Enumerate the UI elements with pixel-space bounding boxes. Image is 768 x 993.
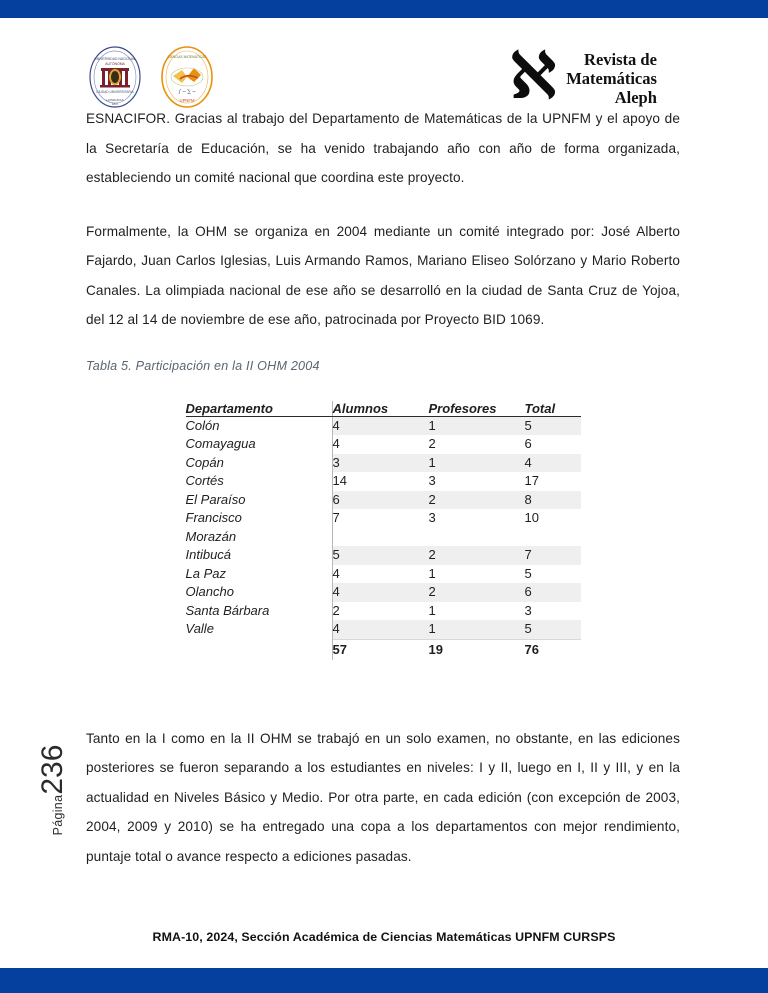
cell-profesores: 1 bbox=[428, 602, 436, 618]
page-number-word: Página bbox=[51, 794, 65, 836]
cell-departamento: Olancho bbox=[186, 583, 333, 602]
column-header-alumnos: Alumnos bbox=[332, 401, 429, 417]
cell-total: 10 bbox=[524, 510, 539, 525]
table-foot bbox=[186, 639, 581, 660]
cell-departamento: La Paz bbox=[186, 565, 333, 584]
cell-alumnos: 6 bbox=[332, 491, 429, 510]
journal-title-line2: Matemáticas bbox=[566, 68, 657, 88]
cell-profesores: 1 bbox=[428, 565, 436, 581]
table-row bbox=[186, 620, 581, 639]
cell-departamento: Francisco Morazán bbox=[186, 509, 333, 546]
svg-text:AUTÓNOMA: AUTÓNOMA bbox=[105, 62, 125, 66]
page-footer: RMA-10, 2024, Sección Académica de Ciencias Matemáticas UPNFM CURSPS bbox=[152, 930, 616, 944]
table-head bbox=[186, 401, 581, 417]
cell-departamento: Copán bbox=[186, 454, 333, 473]
paragraph-2: Formalmente, la OHM se organiza en 2004 mediante un comité integrado por: José Alberto Fajardo, Juan Carlos Iglesias, Luis Armando Ramos, Mariano Eliseo Solórzano y Mario Roberto Canales. La olimpiada nacional de ese año se desarrolló en la ciudad de Santa Cruz de Yojoa, del 12 al 14 de noviembre de ese año, patrocinada por Proyecto BID 1069. bbox=[86, 223, 680, 327]
journal-logo bbox=[510, 39, 690, 112]
cell-alumnos: 14 bbox=[332, 473, 347, 488]
table-row bbox=[186, 416, 581, 435]
bottom-blue-bar bbox=[0, 968, 768, 993]
page-number bbox=[36, 730, 76, 850]
cell-departamento: Intibucá bbox=[186, 546, 333, 565]
table-row bbox=[186, 491, 581, 510]
table-row bbox=[186, 565, 581, 584]
column-header-departamento: Departamento bbox=[186, 401, 333, 417]
column-header-profesores: Profesores bbox=[429, 401, 525, 417]
cell-alumnos: 2 bbox=[332, 602, 340, 618]
cell-departamento: El Paraíso bbox=[186, 491, 333, 510]
cell-profesores: 2 bbox=[429, 546, 525, 565]
cell-alumnos: 4 bbox=[332, 436, 340, 451]
svg-text:UNIVERSIDAD NACIONAL: UNIVERSIDAD NACIONAL bbox=[94, 57, 136, 61]
table-row bbox=[186, 509, 581, 546]
svg-text:HONDURAS: HONDURAS bbox=[106, 98, 124, 102]
cell-profesores: 1 bbox=[429, 454, 525, 473]
cell-total: 5 bbox=[524, 565, 532, 581]
cell-profesores: 3 bbox=[428, 473, 436, 488]
table-row bbox=[186, 472, 581, 491]
table-row bbox=[186, 454, 581, 473]
cell-alumnos: 5 bbox=[332, 546, 429, 565]
top-blue-bar bbox=[0, 0, 768, 18]
cell-total: 5 bbox=[525, 416, 581, 435]
page-masthead bbox=[0, 18, 768, 112]
cell-alumnos: 4 bbox=[332, 565, 340, 581]
table-caption: Tabla 5. Participación en la II OHM 2004 bbox=[86, 358, 320, 373]
aleph-icon: ℵ bbox=[510, 39, 557, 112]
svg-text:CIENCIAS MATEMÁTICAS: CIENCIAS MATEMÁTICAS bbox=[167, 55, 207, 59]
table-row bbox=[186, 602, 581, 621]
table-row bbox=[186, 583, 581, 602]
cell-total: 8 bbox=[525, 491, 581, 510]
svg-text:CIUDAD UNIVERSITARIA: CIUDAD UNIVERSITARIA bbox=[96, 90, 134, 94]
cell-total: 3 bbox=[524, 602, 532, 618]
cell-departamento-line2: Morazán bbox=[185, 528, 237, 544]
journal-title-line1: Revista de bbox=[584, 49, 657, 69]
cell-profesores: 1 bbox=[429, 620, 525, 639]
table-row bbox=[186, 435, 581, 454]
cell-departamento: Comayagua bbox=[186, 435, 333, 454]
svg-text:UPNFM: UPNFM bbox=[179, 98, 195, 103]
cell-total: 4 bbox=[525, 454, 581, 473]
cell-total: 6 bbox=[524, 436, 532, 451]
cell-departamento: Valle bbox=[186, 620, 333, 639]
paragraph-1: ESNACIFOR. Gracias al trabajo del Departamento de Matemáticas de la UPNFM y el apoyo de la Secretaría de Educación, se ha venido trabajando año con año de forma organizada, estableciendo un comité nacional que coordina este proyecto. bbox=[86, 111, 680, 185]
cell-profesores: 2 bbox=[429, 491, 525, 510]
document-content bbox=[86, 104, 680, 871]
table-header-row bbox=[186, 401, 581, 417]
totals-alumnos: 57 bbox=[332, 639, 429, 660]
journal-title-line3: Aleph bbox=[614, 87, 657, 107]
cell-total: 17 bbox=[524, 473, 539, 488]
table-body bbox=[186, 416, 581, 639]
participation-table bbox=[186, 401, 581, 660]
cell-total: 5 bbox=[525, 620, 581, 639]
totals-label bbox=[186, 639, 333, 660]
svg-text:∫ ─ ∑ ─: ∫ ─ ∑ ─ bbox=[178, 89, 196, 95]
table-row bbox=[186, 546, 581, 565]
upnfm-math-seal-icon bbox=[160, 46, 214, 108]
cell-departamento: Santa Bárbara bbox=[186, 602, 333, 621]
cell-departamento: Cortés bbox=[186, 472, 333, 491]
cell-alumnos: 4 bbox=[332, 583, 429, 602]
cell-profesores: 3 bbox=[428, 510, 436, 525]
page-number-value: 236 bbox=[36, 744, 69, 795]
table-container bbox=[86, 401, 680, 660]
cell-alumnos: 4 bbox=[332, 416, 429, 435]
cell-alumnos: 3 bbox=[332, 454, 429, 473]
column-header-total: Total bbox=[525, 401, 581, 417]
paragraph-3: Tanto en la I como en la II OHM se trabajó en un solo examen, no obstante, en las ediciones posteriores se fueron separando a los estudiantes en niveles: I y II, luego en I, II y III, y en la actualidad en Niveles Básico y Medio. Por otra parte, en cada edición (con excepción de 2003, 2004, 2009 y 2010) se ha entregado una copa a los departamentos con mejor rendimiento, puntaje total o avance respecto a ediciones pasadas. bbox=[86, 730, 680, 864]
cell-profesores: 2 bbox=[428, 436, 436, 451]
unah-seal-icon bbox=[88, 46, 142, 108]
journal-title bbox=[566, 50, 657, 107]
table-totals-row bbox=[186, 639, 581, 660]
cell-profesores: 2 bbox=[429, 583, 525, 602]
svg-text:1847: 1847 bbox=[111, 102, 119, 106]
cell-alumnos: 7 bbox=[332, 510, 340, 525]
cell-profesores: 1 bbox=[429, 416, 525, 435]
cell-total: 7 bbox=[525, 546, 581, 565]
totals-total: 76 bbox=[525, 639, 581, 660]
cell-departamento: Colón bbox=[186, 416, 333, 435]
cell-total: 6 bbox=[525, 583, 581, 602]
totals-profesores: 19 bbox=[429, 639, 525, 660]
cell-alumnos: 4 bbox=[332, 620, 429, 639]
